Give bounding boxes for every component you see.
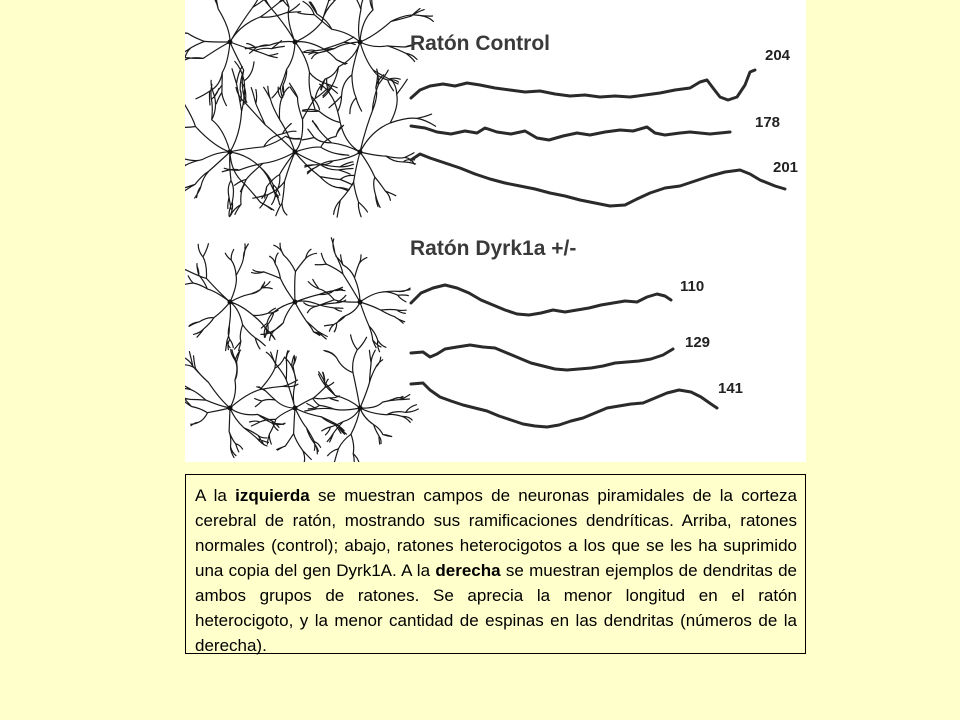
- dyrk1a-count-3: 141: [718, 380, 744, 397]
- caption-bold-right: derecha: [435, 561, 501, 580]
- control-count-3: 201: [773, 159, 799, 176]
- neuron-drawing-6: [302, 69, 435, 217]
- control-dendrite-2: [411, 126, 730, 140]
- caption-bold-left: izquierda: [235, 486, 310, 505]
- neuron-drawing-2: [238, 0, 355, 110]
- dyrk1a-dendrite-1: [411, 285, 671, 315]
- dyrk1a-count-1: 110: [680, 278, 705, 295]
- caption-part-1: A la: [195, 486, 236, 505]
- figure-svg: [185, 0, 806, 462]
- control-dendrite-3: [411, 154, 785, 206]
- neuron-field: [185, 0, 436, 462]
- caption-part-3: se muestran ejemplos de dendritas de ambos grupos de ratones. Se aprecia la menor longitud en el ratón heterocigoto, y la menor cantidad de espinas en las dendritas (números de la derecha).: [195, 561, 798, 655]
- figure-panel: [185, 0, 806, 462]
- caption-box: [185, 474, 806, 654]
- neuron-drawing-8: [252, 243, 346, 340]
- control-count-1: 204: [765, 47, 791, 64]
- control-dendrite-1: [411, 70, 755, 100]
- dyrk1a-title: Ratón Dyrk1a +/-: [410, 237, 577, 260]
- dyrk1a-dendrite-2: [411, 345, 673, 370]
- caption-text: [195, 483, 797, 658]
- control-count-2: 178: [755, 114, 781, 131]
- control-title: Ratón Control: [410, 32, 550, 55]
- dyrk1a-count-2: 129: [685, 334, 711, 351]
- neuron-drawing-10: [185, 350, 298, 458]
- dyrk1a-dendrite-3: [411, 383, 717, 427]
- caption-part-2: se muestran campos de neuronas piramidales de la corteza cerebral de ratón, mostrando sus ramificaciones dendríticas. Arriba, ratones normales (control); abajo, ratones heterocigotos a los que se les ha suprimido una copia del gen Dyrk1A. A la: [195, 486, 797, 580]
